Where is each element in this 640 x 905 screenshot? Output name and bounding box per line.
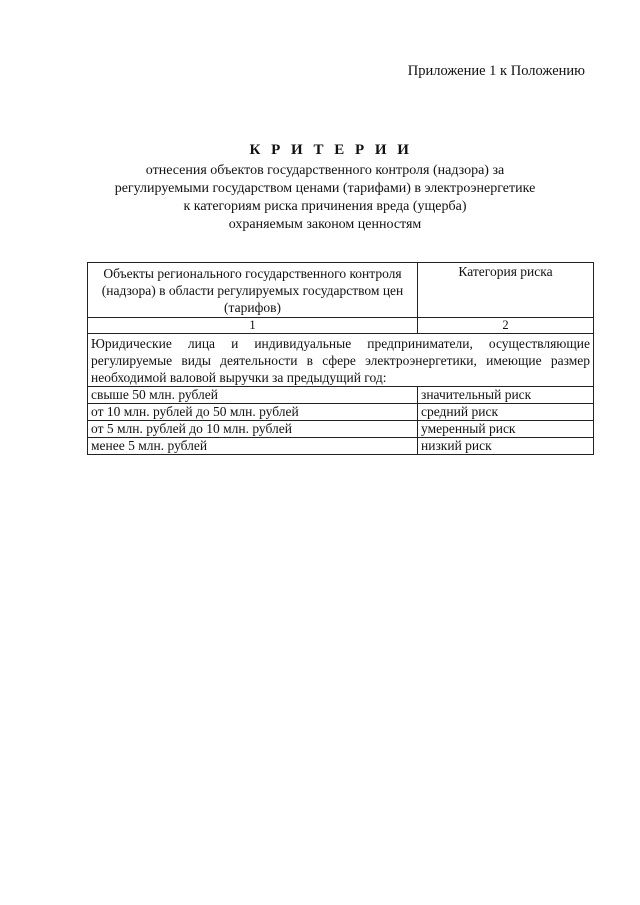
table-row xyxy=(88,404,594,421)
risk-category: значительный риск xyxy=(418,387,594,404)
subtitle-line-2: регулируемыми государством ценами (тарифами) в электроэнергетике xyxy=(114,181,536,196)
subtitle-line-4: охраняемым законом ценностям xyxy=(228,217,422,232)
risk-category: умеренный риск xyxy=(418,421,594,438)
intro-row xyxy=(88,334,594,387)
table-row xyxy=(88,387,594,404)
column-number-row xyxy=(88,318,594,334)
subtitle-line-1: отнесения объектов государственного контроля (надзора) за xyxy=(145,163,505,178)
table-row xyxy=(88,421,594,438)
risk-category: низкий риск xyxy=(418,438,594,455)
column-number-2: 2 xyxy=(418,318,594,334)
revenue-range: свыше 50 млн. рублей xyxy=(88,387,418,404)
risk-category: средний риск xyxy=(418,404,594,421)
title-block xyxy=(0,140,640,234)
document-title: К Р И Т Е Р И И xyxy=(249,142,413,158)
header-objects: Объекты регионального государственного контроля (надзора) в области регулируемых государством цен (тарифов) xyxy=(88,263,418,318)
subtitle-line-3: к категориям риска причинения вреда (ущерба) xyxy=(183,199,467,214)
table-row xyxy=(88,438,594,455)
revenue-range: менее 5 млн. рублей xyxy=(88,438,418,455)
header-risk-category: Категория риска xyxy=(418,263,594,318)
revenue-range: от 10 млн. рублей до 50 млн. рублей xyxy=(88,404,418,421)
revenue-range: от 5 млн. рублей до 10 млн. рублей xyxy=(88,421,418,438)
table-header-row xyxy=(88,263,594,318)
criteria-table xyxy=(87,262,594,455)
intro-text: Юридические лица и индивидуальные предприниматели, осуществляющие регулируемые виды деятельности в сфере электроэнергетики, имеющие размер необходимой валовой выручки за предыдущий год: xyxy=(88,334,594,387)
column-number-1: 1 xyxy=(88,318,418,334)
appendix-note: Приложение 1 к Положению xyxy=(407,63,585,79)
